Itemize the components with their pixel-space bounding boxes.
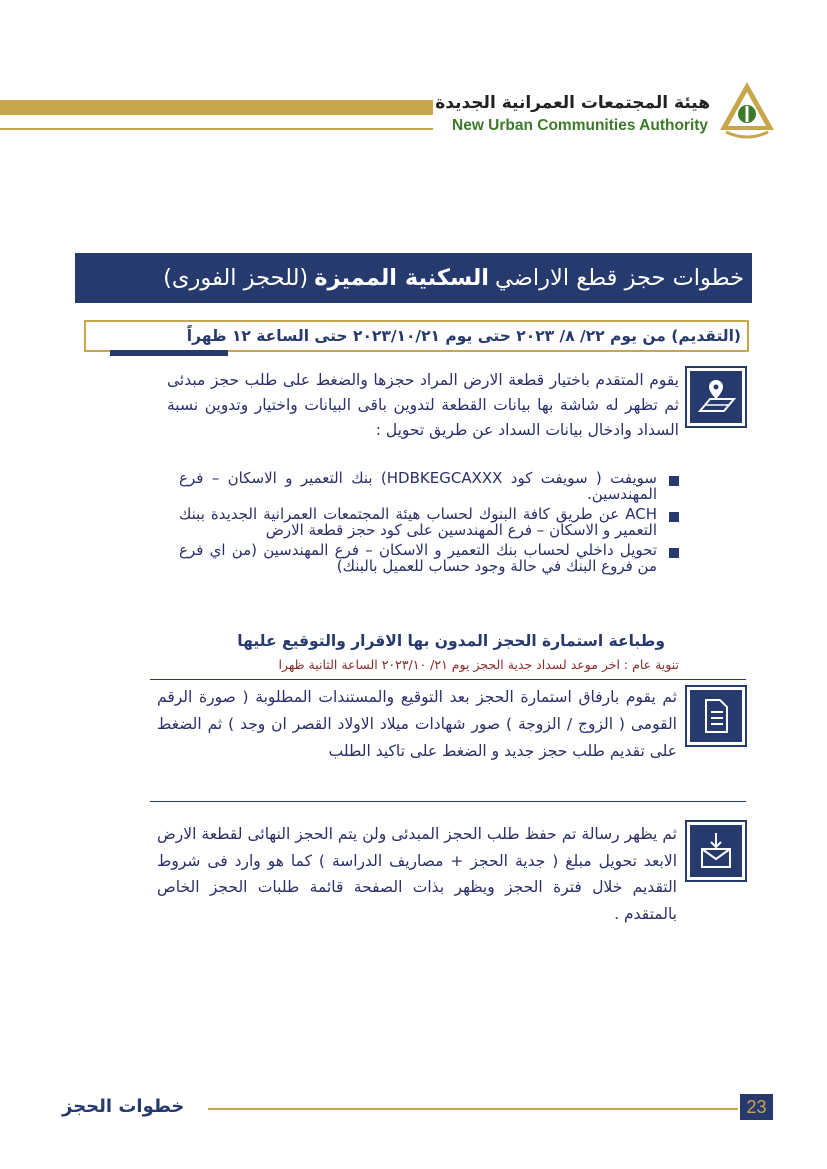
step-2-text: ثم يقوم بارفاق استمارة الحجز بعد التوقيع والمستندات المطلوبة ( صورة الرقم القومى ( الزوج / الزوجة ) صور شهادات ميلاد الاولاد القصر ان وجد ) ثم الضغط على تقديم طلب حجز جديد و الضغط على تاكيد الطلب [157, 688, 677, 760]
header-gold-line [0, 128, 433, 130]
title-bold: السكنية المميزة [314, 265, 490, 291]
step-1-text: يقوم المتقدم باختيار قطعة الارض المراد حجزها والضغط على طلب حجز مبدئى ثم تظهر له شاشة بها بيانات القطعة لتدوين باقى البيانات واختيار وتدوين نسبة السداد وادخال بيانات السداد عن طريق تحويل : [167, 371, 679, 439]
application-period-text: (التقديم) من يوم ٢٢/ ٨/ ٢٠٢٣ حتى يوم ٢٠٢٣/١٠/٢١ حتى الساعة ١٢ ظهراً [186, 327, 741, 345]
date-underline [110, 350, 228, 356]
list-item: ACH عن طريق كافة البنوك لحساب هيئة المجتمعات العمرانية الجديدة ببنك التعمير و الاسكان – فرع المهندسين على كود حجز قطعة الارض [179, 506, 679, 538]
org-name-english: New Urban Communities Authority [452, 117, 709, 134]
header-gold-bar [0, 100, 433, 115]
title-part-1: خطوات حجز قطع الاراضي [495, 265, 744, 291]
footer-title: خطوات الحجز [62, 1096, 185, 1117]
divider [150, 679, 746, 680]
bullet-square-icon [669, 476, 679, 486]
page-title [75, 253, 752, 303]
location-map-icon [690, 371, 742, 423]
divider [150, 801, 746, 802]
page-number: 23 [740, 1094, 773, 1120]
title-part-2: (للحجز الفورى) [163, 265, 309, 291]
print-form-instruction: وطباعة استمارة الحجز المدون بها الاقرار والتوقيع عليها [237, 632, 665, 650]
bullet-square-icon [669, 548, 679, 558]
payment-methods-list [179, 470, 679, 578]
footer-gold-line [208, 1108, 738, 1110]
document-list-icon [690, 690, 742, 742]
general-notice: تنوية عام : اخر موعد لسداد جدية الحجز يوم ٢١/ ٢٠٢٣/١٠ الساعة الثانية ظهرا [278, 657, 679, 672]
list-item: سويفت ( سويفت كود HDBKEGCAXXX) بنك التعمير و الاسكان – فرع المهندسين. [179, 470, 679, 502]
list-item: تحويل داخلي لحساب بنك التعمير و الاسكان – فرع المهندسين (من اي فرع من فروع البنك في حالة وجود حساب للعميل بالبنك) [179, 542, 679, 574]
step-3-text: ثم يظهر رسالة تم حفظ طلب الحجز المبدئى ولن يتم الحجز النهائى لقطعة الارض الابعد تحويل مبلغ ( جدية الحجز + مصاريف الدراسة ) كما هو وارد فى شروط التقديم خلال فترة الحجز ويظهر بذات الصفحة قائمة طلبات الحجز الخاص بالمتقدم . [157, 825, 677, 923]
mail-inbox-icon [690, 825, 742, 877]
org-name-arabic: هيئة المجتمعات العمرانية الجديدة [435, 93, 710, 113]
nuca-logo-icon [718, 80, 776, 142]
bullet-square-icon [669, 512, 679, 522]
application-period [84, 320, 749, 352]
